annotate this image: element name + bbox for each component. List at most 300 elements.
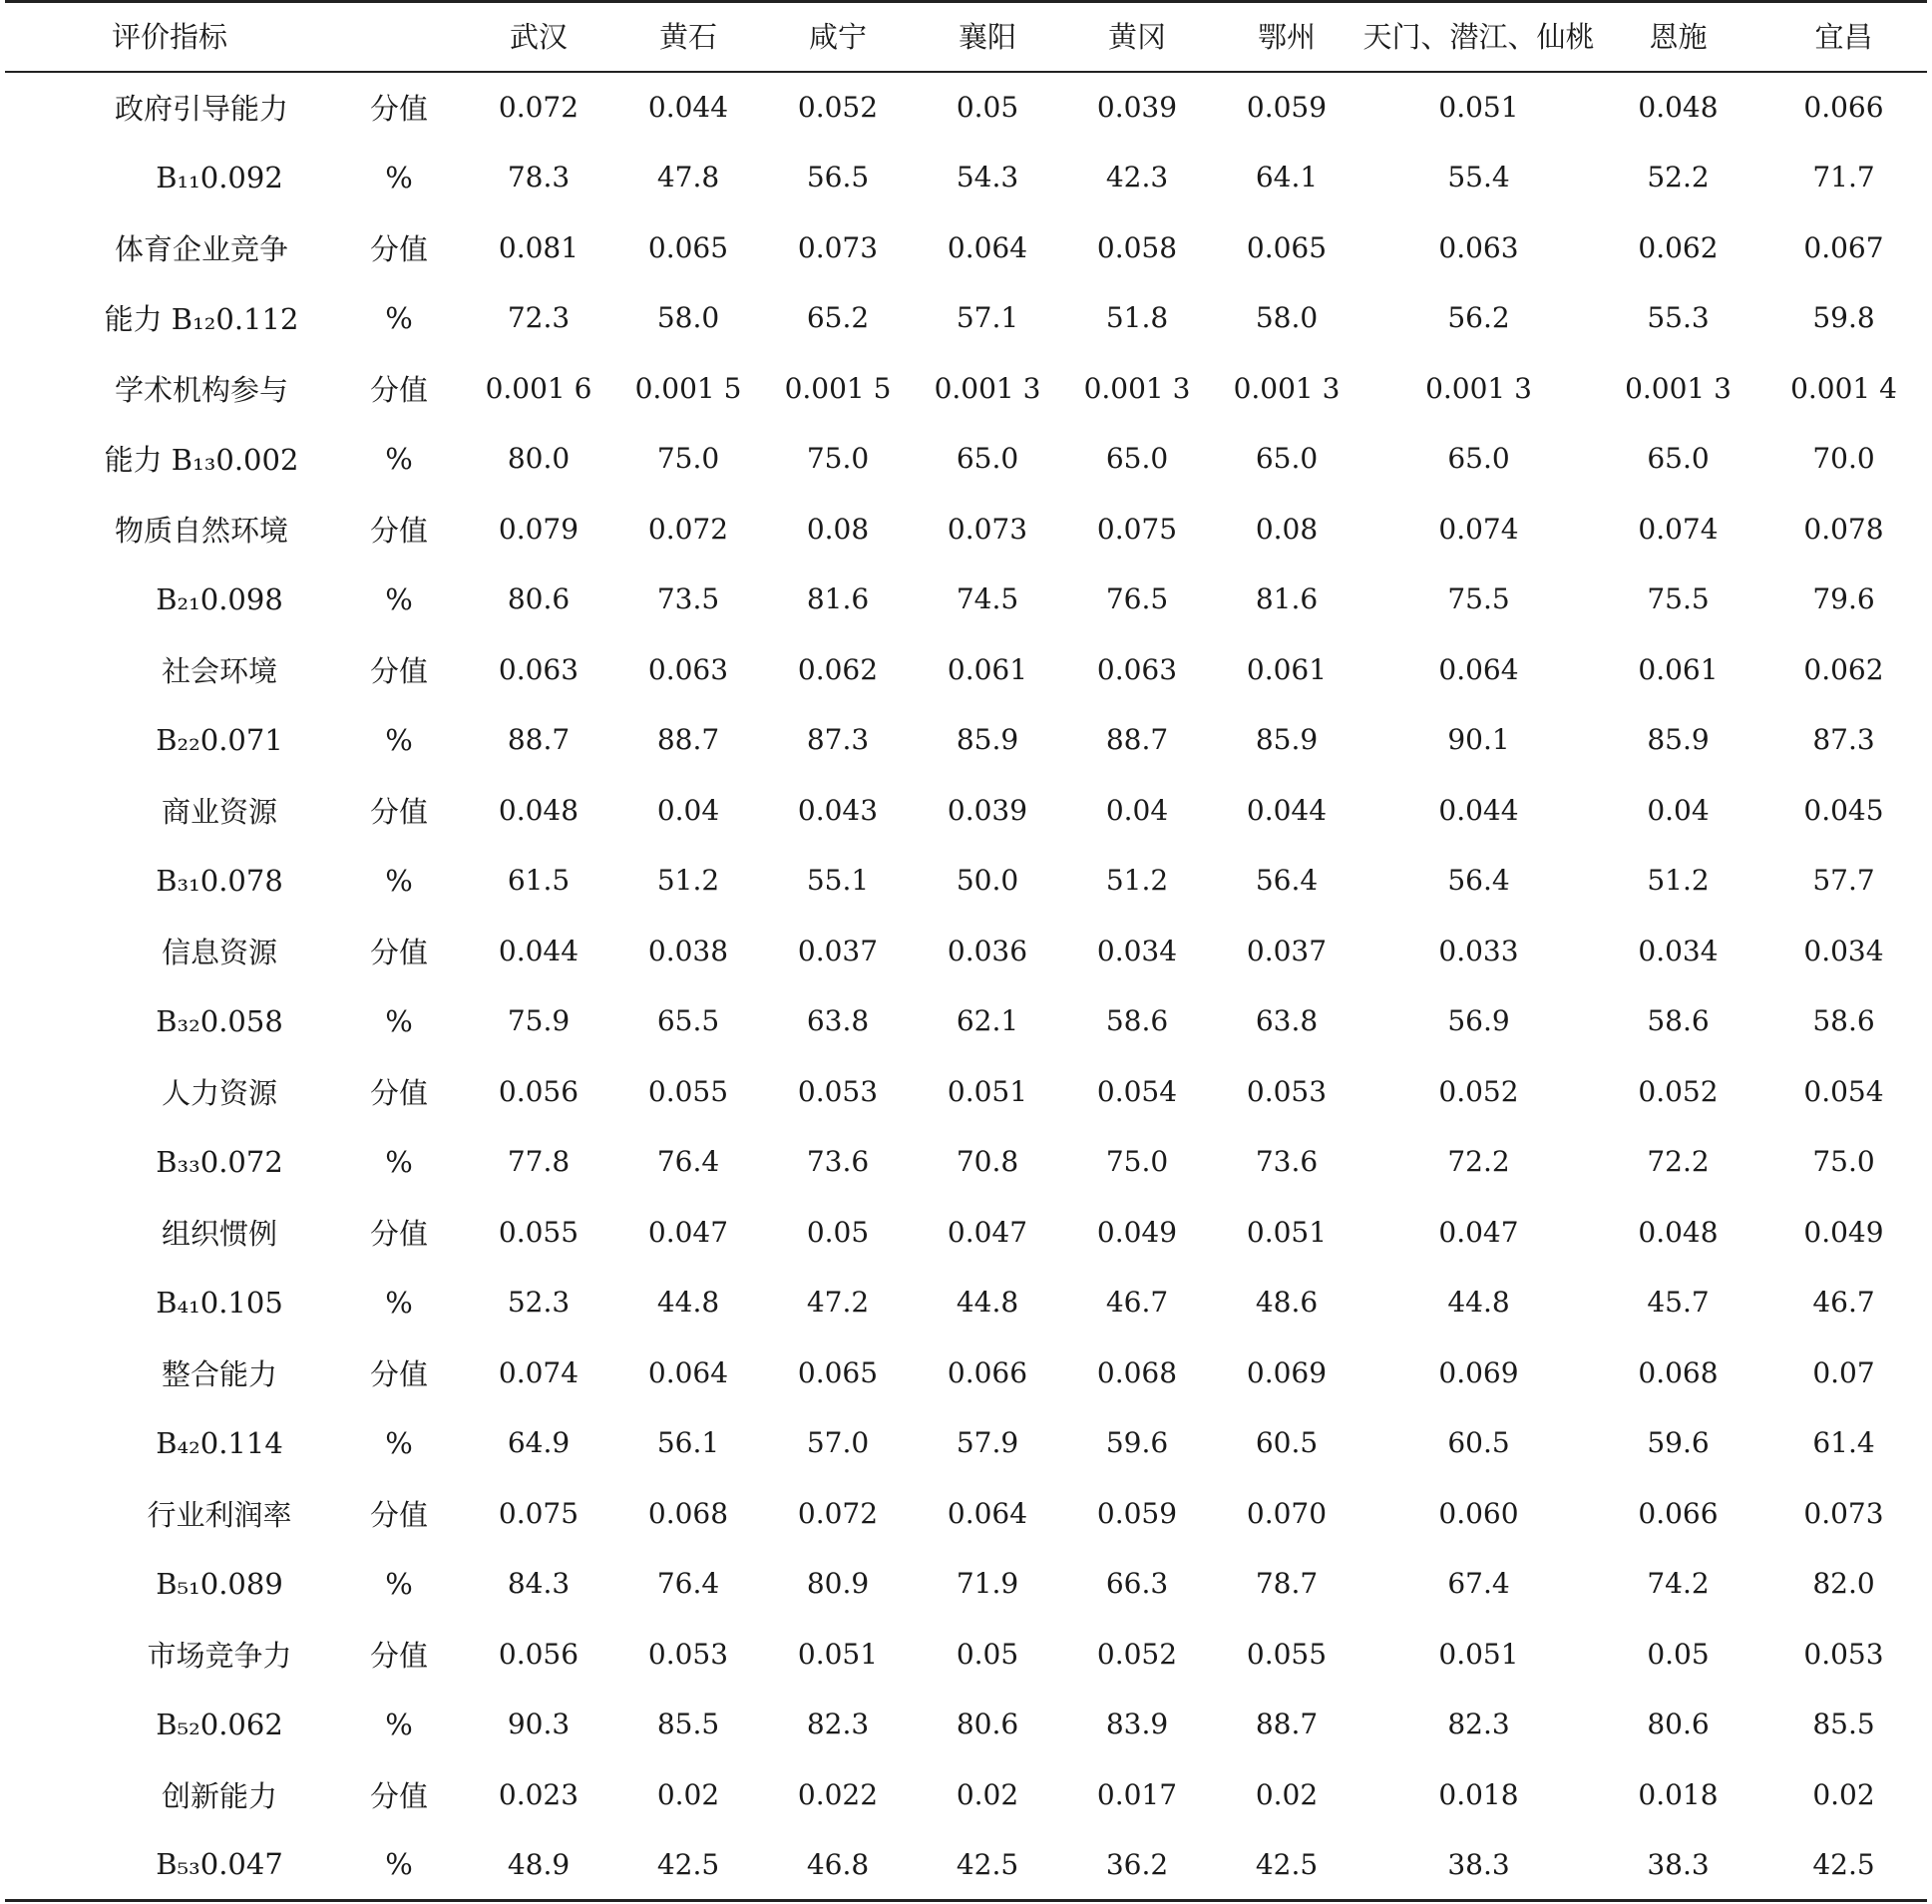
cell-value: 0.052	[1438, 1074, 1519, 1108]
cell-value: 0.02	[1812, 1777, 1875, 1811]
cell-value: 0.039	[947, 793, 1028, 827]
cell-value: 0.044	[1246, 793, 1328, 827]
cell-value: 0.034	[1096, 934, 1178, 967]
cell-value: 0.05	[956, 1637, 1019, 1671]
table-row	[5, 705, 1927, 776]
cell-value: 82.3	[1447, 1708, 1510, 1741]
cell-value: 73.6	[1255, 1145, 1319, 1179]
row-indicator: 政府引导能力	[114, 92, 288, 127]
cell-value: 59.6	[1647, 1426, 1710, 1460]
cell-value: 48.9	[464, 1830, 613, 1901]
cell-value: 80.9	[806, 1567, 870, 1601]
cell-value: 0.052	[1096, 1637, 1178, 1671]
cell-value: 55.3	[1647, 301, 1710, 335]
table-row	[5, 1830, 1927, 1901]
row-unit: 分值	[369, 653, 428, 688]
table-row	[5, 916, 1927, 986]
cell-value: 0.062	[1803, 652, 1884, 686]
cell-value: 0.065	[647, 230, 729, 264]
cell-value: 55.4	[1447, 161, 1510, 194]
row-unit: %	[385, 1566, 413, 1601]
cell-value: 0.064	[647, 1355, 729, 1389]
row-indicator: 社会环境	[161, 653, 277, 688]
row-indicator: 体育企业竞争	[114, 231, 288, 266]
cell-value: 70.8	[956, 1145, 1019, 1179]
cell-value: 0.066	[1803, 91, 1884, 125]
cell-value: 0.072	[498, 91, 580, 125]
cell-value: 0.060	[1438, 1496, 1519, 1530]
cell-value: 0.036	[947, 934, 1028, 967]
cell-value: 0.064	[1438, 652, 1519, 686]
cell-value: 44.8	[956, 1286, 1019, 1320]
header-indicator: 评价指标	[5, 0, 334, 72]
cell-value: 58.6	[1812, 1004, 1875, 1038]
cell-value: 0.05	[1647, 1637, 1710, 1671]
row-unit: %	[385, 1003, 413, 1038]
cell-value: 81.6	[806, 582, 870, 616]
cell-value: 56.9	[1447, 1004, 1510, 1038]
cell-value: 58.0	[1255, 301, 1319, 335]
cell-value: 75.0	[1812, 1145, 1875, 1179]
cell-value: 0.066	[1638, 1496, 1719, 1530]
cell-value: 0.034	[1803, 934, 1884, 967]
cell-value: 64.9	[507, 1426, 571, 1460]
cell-value: 0.051	[947, 1074, 1028, 1108]
cell-value: 0.048	[1638, 91, 1719, 125]
cell-value: 0.073	[797, 230, 879, 264]
cell-value: 58.0	[656, 301, 720, 335]
cell-value: 87.3	[806, 723, 870, 757]
cell-value: 56.4	[1447, 864, 1510, 898]
cell-value: 0.054	[1803, 1074, 1884, 1108]
row-indicator: B₅₂0.062	[156, 1707, 283, 1741]
cell-value: 0.059	[1246, 91, 1328, 125]
cell-value: 42.5	[913, 1830, 1062, 1901]
table-row	[5, 1478, 1927, 1549]
row-indicator: 能力 B₁₃0.002	[104, 443, 299, 478]
row-indicator: 信息资源	[161, 935, 277, 969]
cell-value: 74.5	[956, 582, 1019, 616]
table-row	[5, 775, 1927, 846]
cell-value: 42.5	[613, 1830, 763, 1901]
cell-value: 54.3	[956, 161, 1019, 194]
cell-value: 78.7	[1255, 1567, 1319, 1601]
row-unit: 分值	[369, 935, 428, 969]
cell-value: 85.9	[1647, 723, 1710, 757]
cell-value: 79.6	[1812, 582, 1875, 616]
cell-value: 0.052	[797, 91, 879, 125]
cell-value: 65.5	[656, 1004, 720, 1038]
cell-value: 38.3	[1596, 1830, 1760, 1901]
cell-value: 46.7	[1105, 1286, 1169, 1320]
cell-value: 57.1	[956, 301, 1019, 335]
cell-value: 0.047	[647, 1215, 729, 1249]
cell-value: 0.049	[1803, 1215, 1884, 1249]
cell-value: 0.001 4	[1790, 371, 1897, 405]
row-unit: 分值	[369, 92, 428, 127]
row-unit: 分值	[369, 231, 428, 266]
cell-value: 0.001 6	[485, 371, 592, 405]
cell-value: 0.001 3	[934, 371, 1041, 405]
cell-value: 58.6	[1105, 1004, 1169, 1038]
cell-value: 85.5	[1812, 1708, 1875, 1741]
cell-value: 0.081	[498, 230, 580, 264]
table-row	[5, 1268, 1927, 1338]
cell-value: 0.043	[797, 793, 879, 827]
cell-value: 36.2	[1062, 1830, 1212, 1901]
cell-value: 0.051	[1438, 91, 1519, 125]
row-unit: %	[385, 722, 413, 757]
cell-value: 71.9	[956, 1567, 1019, 1601]
cell-value: 42.5	[1212, 1830, 1361, 1901]
cell-value: 88.7	[507, 723, 571, 757]
cell-value: 0.063	[1438, 230, 1519, 264]
table-row	[5, 565, 1927, 635]
header-unit	[334, 0, 464, 72]
cell-value: 0.062	[1638, 230, 1719, 264]
row-indicator: 行业利润率	[147, 1497, 292, 1532]
cell-value: 0.045	[1803, 793, 1884, 827]
row-unit: %	[385, 1144, 413, 1179]
cell-value: 0.074	[1638, 512, 1719, 546]
cell-value: 61.5	[507, 864, 571, 898]
cell-value: 80.6	[956, 1708, 1019, 1741]
cell-value: 0.058	[1096, 230, 1178, 264]
cell-value: 82.0	[1812, 1567, 1875, 1601]
row-unit: %	[334, 1830, 464, 1901]
table-row	[5, 424, 1927, 495]
cell-value: 52.2	[1647, 161, 1710, 194]
row-indicator: B₁₁0.092	[156, 160, 283, 194]
cell-value: 0.065	[1246, 230, 1328, 264]
cell-value: 0.075	[498, 1496, 580, 1530]
cell-value: 76.5	[1105, 582, 1169, 616]
cell-value: 65.2	[806, 301, 870, 335]
table-row	[5, 494, 1927, 565]
header-city: 黄冈	[1062, 0, 1212, 72]
cell-value: 51.2	[656, 864, 720, 898]
cell-value: 81.6	[1255, 582, 1319, 616]
cell-value: 0.08	[806, 512, 870, 546]
cell-value: 0.072	[647, 512, 729, 546]
cell-value: 0.022	[797, 1777, 879, 1811]
cell-value: 0.054	[1096, 1074, 1178, 1108]
cell-value: 0.047	[1438, 1215, 1519, 1249]
cell-value: 0.072	[797, 1496, 879, 1530]
cell-value: 42.3	[1105, 161, 1169, 194]
header-row	[5, 0, 1927, 72]
cell-value: 56.2	[1447, 301, 1510, 335]
cell-value: 0.047	[947, 1215, 1028, 1249]
table-row	[5, 283, 1927, 354]
row-unit: %	[385, 581, 413, 616]
cell-value: 60.5	[1447, 1426, 1510, 1460]
row-unit: 分值	[369, 1778, 428, 1813]
cell-value: 0.078	[1803, 512, 1884, 546]
row-unit: 分值	[369, 1216, 428, 1251]
cell-value: 56.4	[1255, 864, 1319, 898]
cell-value: 0.069	[1246, 1355, 1328, 1389]
cell-value: 0.053	[647, 1637, 729, 1671]
cell-value: 0.001 3	[1233, 371, 1341, 405]
cell-value: 72.3	[507, 301, 571, 335]
cell-value: 0.05	[806, 1215, 870, 1249]
cell-value: 0.068	[1096, 1355, 1178, 1389]
cell-value: 55.1	[806, 864, 870, 898]
cell-value: 82.3	[806, 1708, 870, 1741]
row-indicator: 市场竞争力	[147, 1638, 292, 1673]
cell-value: 87.3	[1812, 723, 1875, 757]
cell-value: 44.8	[1447, 1286, 1510, 1320]
cell-value: 0.018	[1638, 1777, 1719, 1811]
header-city: 鄂州	[1212, 0, 1361, 72]
cell-value: 66.3	[1105, 1567, 1169, 1601]
cell-value: 0.074	[1438, 512, 1519, 546]
cell-value: 0.001 3	[1083, 371, 1191, 405]
cell-value: 0.061	[1638, 652, 1719, 686]
cell-value: 67.4	[1447, 1567, 1510, 1601]
cell-value: 85.5	[656, 1708, 720, 1741]
cell-value: 0.023	[498, 1777, 580, 1811]
row-indicator: 人力资源	[161, 1075, 277, 1110]
cell-value: 84.3	[507, 1567, 571, 1601]
cell-value: 0.051	[797, 1637, 879, 1671]
table-row	[5, 1690, 1927, 1760]
cell-value: 0.037	[797, 934, 879, 967]
row-indicator: B₄₁0.105	[156, 1285, 283, 1320]
cell-value: 65.0	[1647, 442, 1710, 476]
cell-value: 74.2	[1647, 1567, 1710, 1601]
cell-value: 0.074	[498, 1355, 580, 1389]
table-row	[5, 1337, 1927, 1408]
cell-value: 0.055	[498, 1215, 580, 1249]
cell-value: 46.8	[763, 1830, 913, 1901]
cell-value: 0.051	[1438, 1637, 1519, 1671]
cell-value: 42.5	[1760, 1830, 1927, 1901]
cell-value: 76.4	[656, 1145, 720, 1179]
cell-value: 0.001 3	[1625, 371, 1732, 405]
cell-value: 0.02	[1255, 1777, 1319, 1811]
cell-value: 0.033	[1438, 934, 1519, 967]
cell-value: 57.9	[956, 1426, 1019, 1460]
cell-value: 51.8	[1105, 301, 1169, 335]
cell-value: 0.02	[956, 1777, 1019, 1811]
cell-value: 0.055	[1246, 1637, 1328, 1671]
row-unit: 分值	[369, 372, 428, 407]
cell-value: 0.063	[1096, 652, 1178, 686]
row-indicator: 物质自然环境	[114, 513, 288, 548]
cell-value: 0.04	[1647, 793, 1710, 827]
cell-value: 90.3	[507, 1708, 571, 1741]
cell-value: 0.034	[1638, 934, 1719, 967]
table-row	[5, 143, 1927, 213]
header-city: 宜昌	[1760, 0, 1927, 72]
cell-value: 75.0	[806, 442, 870, 476]
table-row	[5, 1549, 1927, 1620]
row-indicator: 组织惯例	[161, 1216, 277, 1251]
cell-value: 58.6	[1647, 1004, 1710, 1038]
cell-value: 0.037	[1246, 934, 1328, 967]
row-indicator: B₂₁0.098	[156, 581, 283, 616]
cell-value: 44.8	[656, 1286, 720, 1320]
row-indicator: B₅₁0.089	[156, 1566, 283, 1601]
cell-value: 64.1	[1255, 161, 1319, 194]
cell-value: 52.3	[507, 1286, 571, 1320]
cell-value: 0.001 3	[1425, 371, 1532, 405]
row-unit: %	[385, 160, 413, 194]
cell-value: 75.0	[1105, 1145, 1169, 1179]
cell-value: 72.2	[1647, 1145, 1710, 1179]
row-indicator: 创新能力	[161, 1778, 277, 1813]
cell-value: 88.7	[1105, 723, 1169, 757]
cell-value: 0.066	[947, 1355, 1028, 1389]
cell-value: 0.04	[1105, 793, 1169, 827]
cell-value: 0.063	[498, 652, 580, 686]
table-row	[5, 1408, 1927, 1479]
cell-value: 0.018	[1438, 1777, 1519, 1811]
row-indicator: B₂₂0.071	[156, 722, 283, 757]
cell-value: 0.073	[1803, 1496, 1884, 1530]
cell-value: 63.8	[1255, 1004, 1319, 1038]
row-unit: %	[385, 1707, 413, 1741]
table-row	[5, 1619, 1927, 1690]
cell-value: 0.048	[498, 793, 580, 827]
table-row	[5, 212, 1927, 283]
cell-value: 0.08	[1255, 512, 1319, 546]
cell-value: 72.2	[1447, 1145, 1510, 1179]
cell-value: 62.1	[956, 1004, 1019, 1038]
cell-value: 38.3	[1361, 1830, 1596, 1901]
cell-value: 47.8	[656, 161, 720, 194]
row-unit: 分值	[369, 1356, 428, 1391]
cell-value: 46.7	[1812, 1286, 1875, 1320]
cell-value: 80.6	[507, 582, 571, 616]
cell-value: 0.05	[956, 91, 1019, 125]
cell-value: 61.4	[1812, 1426, 1875, 1460]
table-row	[5, 1056, 1927, 1127]
row-unit: 分值	[369, 1497, 428, 1532]
cell-value: 0.075	[1096, 512, 1178, 546]
table-row	[5, 634, 1927, 705]
cell-value: 78.3	[507, 161, 571, 194]
cell-value: 51.2	[1105, 864, 1169, 898]
cell-value: 0.063	[647, 652, 729, 686]
cell-value: 0.056	[498, 1074, 580, 1108]
cell-value: 0.064	[947, 1496, 1028, 1530]
cell-value: 0.044	[647, 91, 729, 125]
cell-value: 0.001 5	[784, 371, 892, 405]
cell-value: 0.056	[498, 1637, 580, 1671]
cell-value: 88.7	[656, 723, 720, 757]
cell-value: 0.02	[656, 1777, 720, 1811]
cell-value: 0.059	[1096, 1496, 1178, 1530]
cell-value: 0.068	[1638, 1355, 1719, 1389]
table-row	[5, 353, 1927, 424]
row-indicator: 能力 B₁₂0.112	[104, 302, 299, 337]
cell-value: 80.0	[507, 442, 571, 476]
cell-value: 70.0	[1812, 442, 1875, 476]
cell-value: 75.9	[507, 1004, 571, 1038]
cell-value: 57.7	[1812, 864, 1875, 898]
table-row	[5, 846, 1927, 917]
cell-value: 51.2	[1647, 864, 1710, 898]
cell-value: 0.064	[947, 230, 1028, 264]
cell-value: 0.017	[1096, 1777, 1178, 1811]
cell-value: 0.038	[647, 934, 729, 967]
row-unit: 分值	[369, 513, 428, 548]
header-city: 襄阳	[913, 0, 1062, 72]
cell-value: 47.2	[806, 1286, 870, 1320]
cell-value: 0.069	[1438, 1355, 1519, 1389]
cell-value: 45.7	[1647, 1286, 1710, 1320]
cell-value: 0.055	[647, 1074, 729, 1108]
cell-value: 90.1	[1447, 723, 1510, 757]
row-unit: 分值	[369, 1638, 428, 1673]
table-row	[5, 1127, 1927, 1198]
cell-value: 59.6	[1105, 1426, 1169, 1460]
cell-value: 75.0	[656, 442, 720, 476]
cell-value: 65.0	[1255, 442, 1319, 476]
cell-value: 48.6	[1255, 1286, 1319, 1320]
cell-value: 80.6	[1647, 1708, 1710, 1741]
header-city: 恩施	[1596, 0, 1760, 72]
cell-value: 88.7	[1255, 1708, 1319, 1741]
cell-value: 0.070	[1246, 1496, 1328, 1530]
cell-value: 0.053	[797, 1074, 879, 1108]
table-row	[5, 986, 1927, 1057]
row-unit: %	[385, 441, 413, 476]
row-indicator: 整合能力	[161, 1356, 277, 1391]
cell-value: 57.0	[806, 1426, 870, 1460]
row-indicator: B₃₃0.072	[156, 1144, 283, 1179]
cell-value: 59.8	[1812, 301, 1875, 335]
cell-value: 50.0	[956, 864, 1019, 898]
table-row	[5, 72, 1927, 143]
row-indicator: B₃₁0.078	[156, 863, 283, 898]
cell-value: 0.053	[1803, 1637, 1884, 1671]
cell-value: 0.051	[1246, 1215, 1328, 1249]
cell-value: 76.4	[656, 1567, 720, 1601]
row-indicator: B₄₂0.114	[156, 1425, 283, 1460]
cell-value: 85.9	[956, 723, 1019, 757]
row-unit: 分值	[369, 1075, 428, 1110]
cell-value: 56.5	[806, 161, 870, 194]
row-indicator: 学术机构参与	[114, 372, 288, 407]
cell-value: 0.062	[797, 652, 879, 686]
evaluation-table	[5, 0, 1927, 1902]
cell-value: 0.044	[498, 934, 580, 967]
cell-value: 0.04	[656, 793, 720, 827]
row-unit: %	[385, 1285, 413, 1320]
cell-value: 60.5	[1255, 1426, 1319, 1460]
cell-value: 85.9	[1255, 723, 1319, 757]
table-row	[5, 1197, 1927, 1268]
cell-value: 0.044	[1438, 793, 1519, 827]
cell-value: 75.5	[1647, 582, 1710, 616]
row-unit: 分值	[369, 794, 428, 829]
cell-value: 63.8	[806, 1004, 870, 1038]
cell-value: 0.048	[1638, 1215, 1719, 1249]
header-city: 武汉	[464, 0, 613, 72]
cell-value: 0.079	[498, 512, 580, 546]
table-row	[5, 1759, 1927, 1830]
cell-value: 65.0	[1447, 442, 1510, 476]
header-city: 天门、潜江、仙桃	[1361, 0, 1596, 72]
cell-value: 77.8	[507, 1145, 571, 1179]
row-indicator: B₅₃0.047	[5, 1830, 334, 1901]
row-indicator: B₃₂0.058	[156, 1003, 283, 1038]
cell-value: 0.001 5	[634, 371, 742, 405]
